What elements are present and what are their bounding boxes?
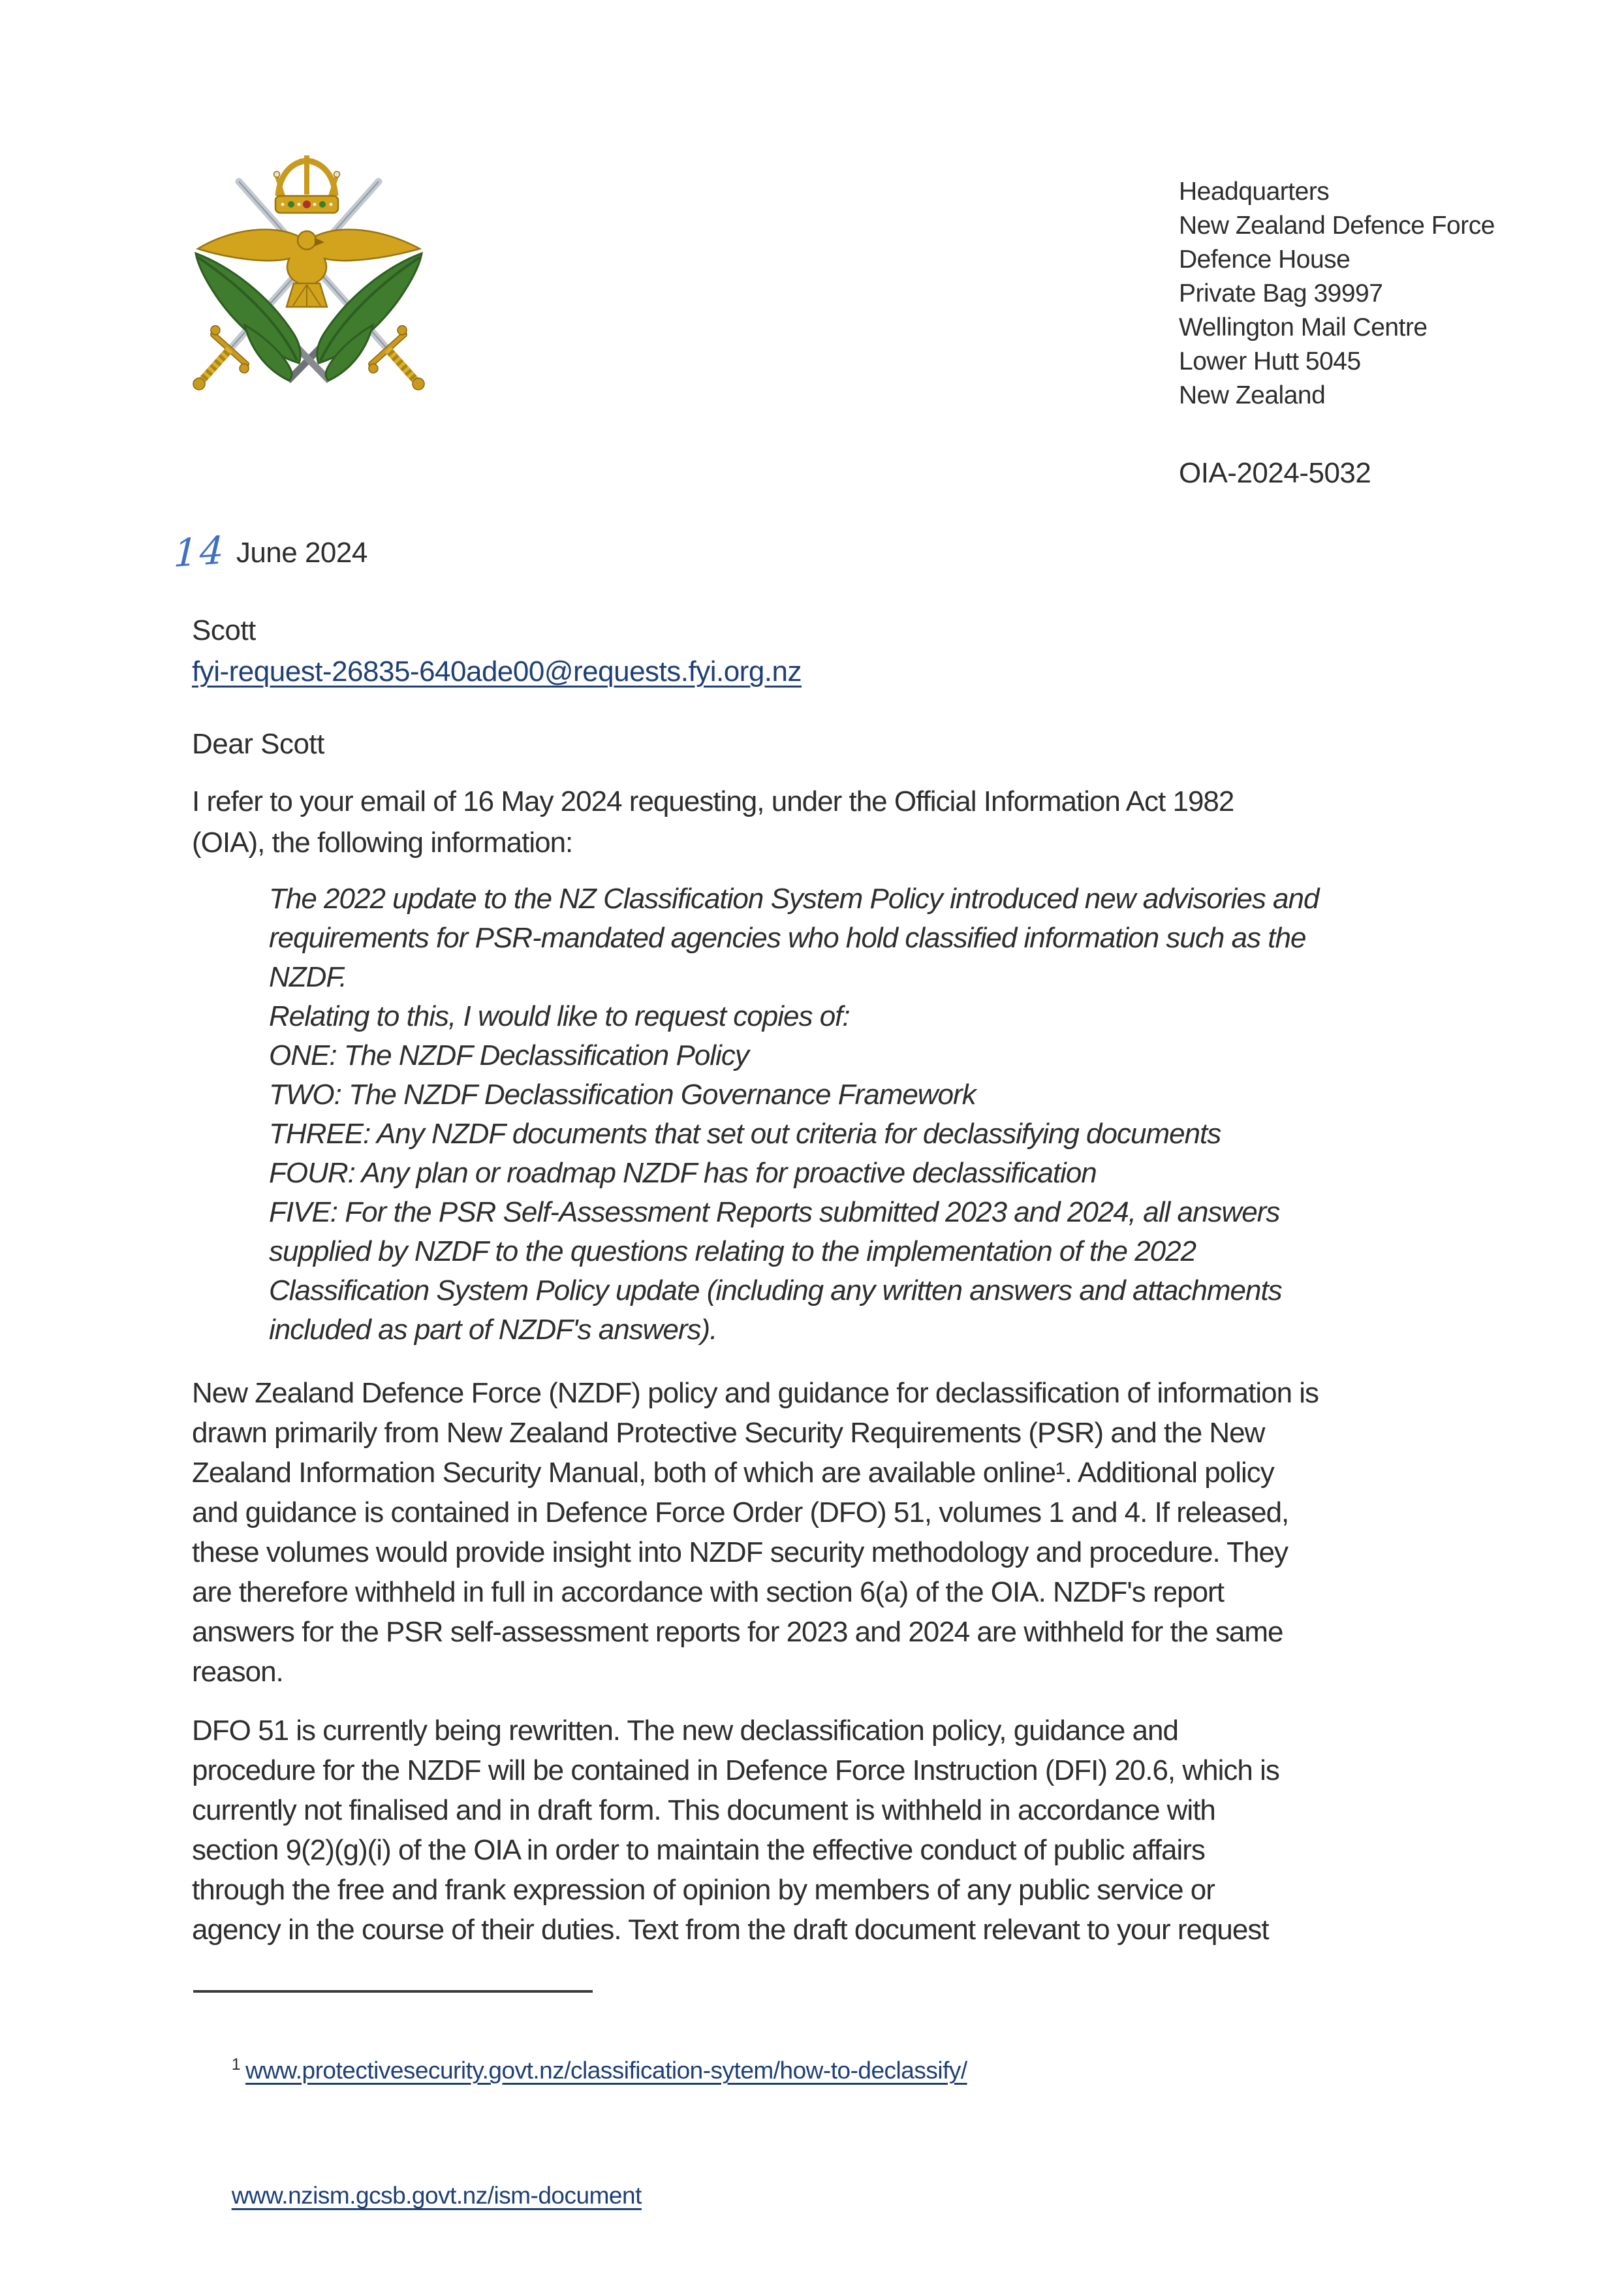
intro-paragraph [192, 781, 1234, 863]
crown-icon [274, 155, 340, 213]
text-line: reason. [192, 1656, 283, 1688]
text-line: Headquarters [1179, 178, 1330, 206]
text-line: drawn primarily from New Zealand Protective Security Requirements (PSR) and the New [192, 1417, 1265, 1449]
text-line: Classification System Policy update (including any written answers and attachments [269, 1274, 1282, 1306]
text-line: Defence House [1179, 245, 1351, 274]
text-line: through the free and frank expression of opinion by members of any public service or [192, 1874, 1215, 1906]
text-line: ONE: The NZDF Declassification Policy [269, 1039, 749, 1071]
text-line: section 9(2)(g)(i) of the OIA in order to maintain the effective conduct of public affairs [192, 1834, 1205, 1866]
text-line: Zealand Information Security Manual, both of which are available online¹. Additional policy [192, 1457, 1274, 1489]
recipient-name: Scott [192, 614, 256, 646]
footnote [193, 2002, 967, 2258]
text-line: these volumes would provide insight into NZDF security methodology and procedure. They [192, 1536, 1288, 1568]
text-line: answers for the PSR self-assessment reports for 2023 and 2024 are withheld for the same [192, 1616, 1283, 1648]
text-line: requirements for PSR-mandated agencies who hold classified information such as the [269, 922, 1306, 954]
text-line: TWO: The NZDF Declassification Governance Framework [269, 1079, 976, 1111]
recipient-email-link[interactable]: fyi-request-26835-640ade00@requests.fyi.org.nz [192, 656, 802, 688]
body-paragraph-psr [192, 1373, 1319, 1692]
text-line: New Zealand Defence Force (NZDF) policy and guidance for declassification of information is [192, 1377, 1319, 1409]
letterhead-address [1179, 175, 1495, 413]
text-line: Relating to this, I would like to request copies of: [269, 1000, 850, 1032]
handwritten-day: 14 [172, 528, 226, 576]
request-quote [269, 879, 1319, 1350]
date-line [172, 528, 367, 576]
nzdf-crest-icon [191, 155, 426, 417]
footnote-link-protectivesecurity[interactable]: www.protectivesecurity.govt.nz/classification-sytem/how-to-declassify/ [245, 2057, 967, 2084]
text-line: DFO 51 is currently being rewritten. The new declassification policy, guidance and [192, 1715, 1178, 1747]
text-line: agency in the course of their duties. Text from the draft document relevant to your request [192, 1914, 1269, 1946]
reference-number: OIA-2024-5032 [1179, 457, 1371, 489]
text-line: included as part of NZDF's answers). [269, 1314, 717, 1346]
footnote-separator [193, 1990, 593, 1993]
text-line: New Zealand [1179, 381, 1326, 409]
recipient-block [192, 610, 802, 692]
text-line: (OIA), the following information: [192, 827, 573, 859]
text-line: Private Bag 39997 [1179, 279, 1383, 308]
text-line: and guidance is contained in Defence Force Order (DFO) 51, volumes 1 and 4. If released, [192, 1496, 1289, 1528]
text-line: currently not finalised and in draft form. This document is withheld in accordance with [192, 1794, 1215, 1826]
text-line: FIVE: For the PSR Self-Assessment Reports submitted 2023 and 2024, all answers [269, 1196, 1280, 1228]
footnote-marker: 1 [231, 2055, 241, 2074]
text-line: The 2022 update to the NZ Classification System Policy introduced new advisories and [269, 883, 1319, 915]
text-line: Wellington Mail Centre [1179, 313, 1428, 341]
text-line: THREE: Any NZDF documents that set out criteria for declassifying documents [269, 1118, 1221, 1150]
text-line: procedure for the NZDF will be contained in Defence Force Instruction (DFI) 20.6, which is [192, 1754, 1279, 1786]
text-line: are therefore withheld in full in accordance with section 6(a) of the OIA. NZDF's report [192, 1576, 1224, 1608]
text-line: FOUR: Any plan or roadmap NZDF has for proactive declassification [269, 1157, 1097, 1189]
body-paragraph-dfo [192, 1711, 1279, 1950]
salutation: Dear Scott [192, 728, 324, 760]
date-text: June 2024 [236, 537, 367, 569]
text-line: supplied by NZDF to the questions relating to the implementation of the 2022 [269, 1235, 1196, 1267]
text-line: NZDF. [269, 961, 347, 993]
text-line: Lower Hutt 5045 [1179, 347, 1361, 375]
footnote-link-nzism[interactable]: www.nzism.gcsb.govt.nz/ism-document [231, 2182, 642, 2209]
text-line: I refer to your email of 16 May 2024 requesting, under the Official Information Act 1982 [192, 785, 1234, 817]
text-line: New Zealand Defence Force [1179, 212, 1495, 240]
